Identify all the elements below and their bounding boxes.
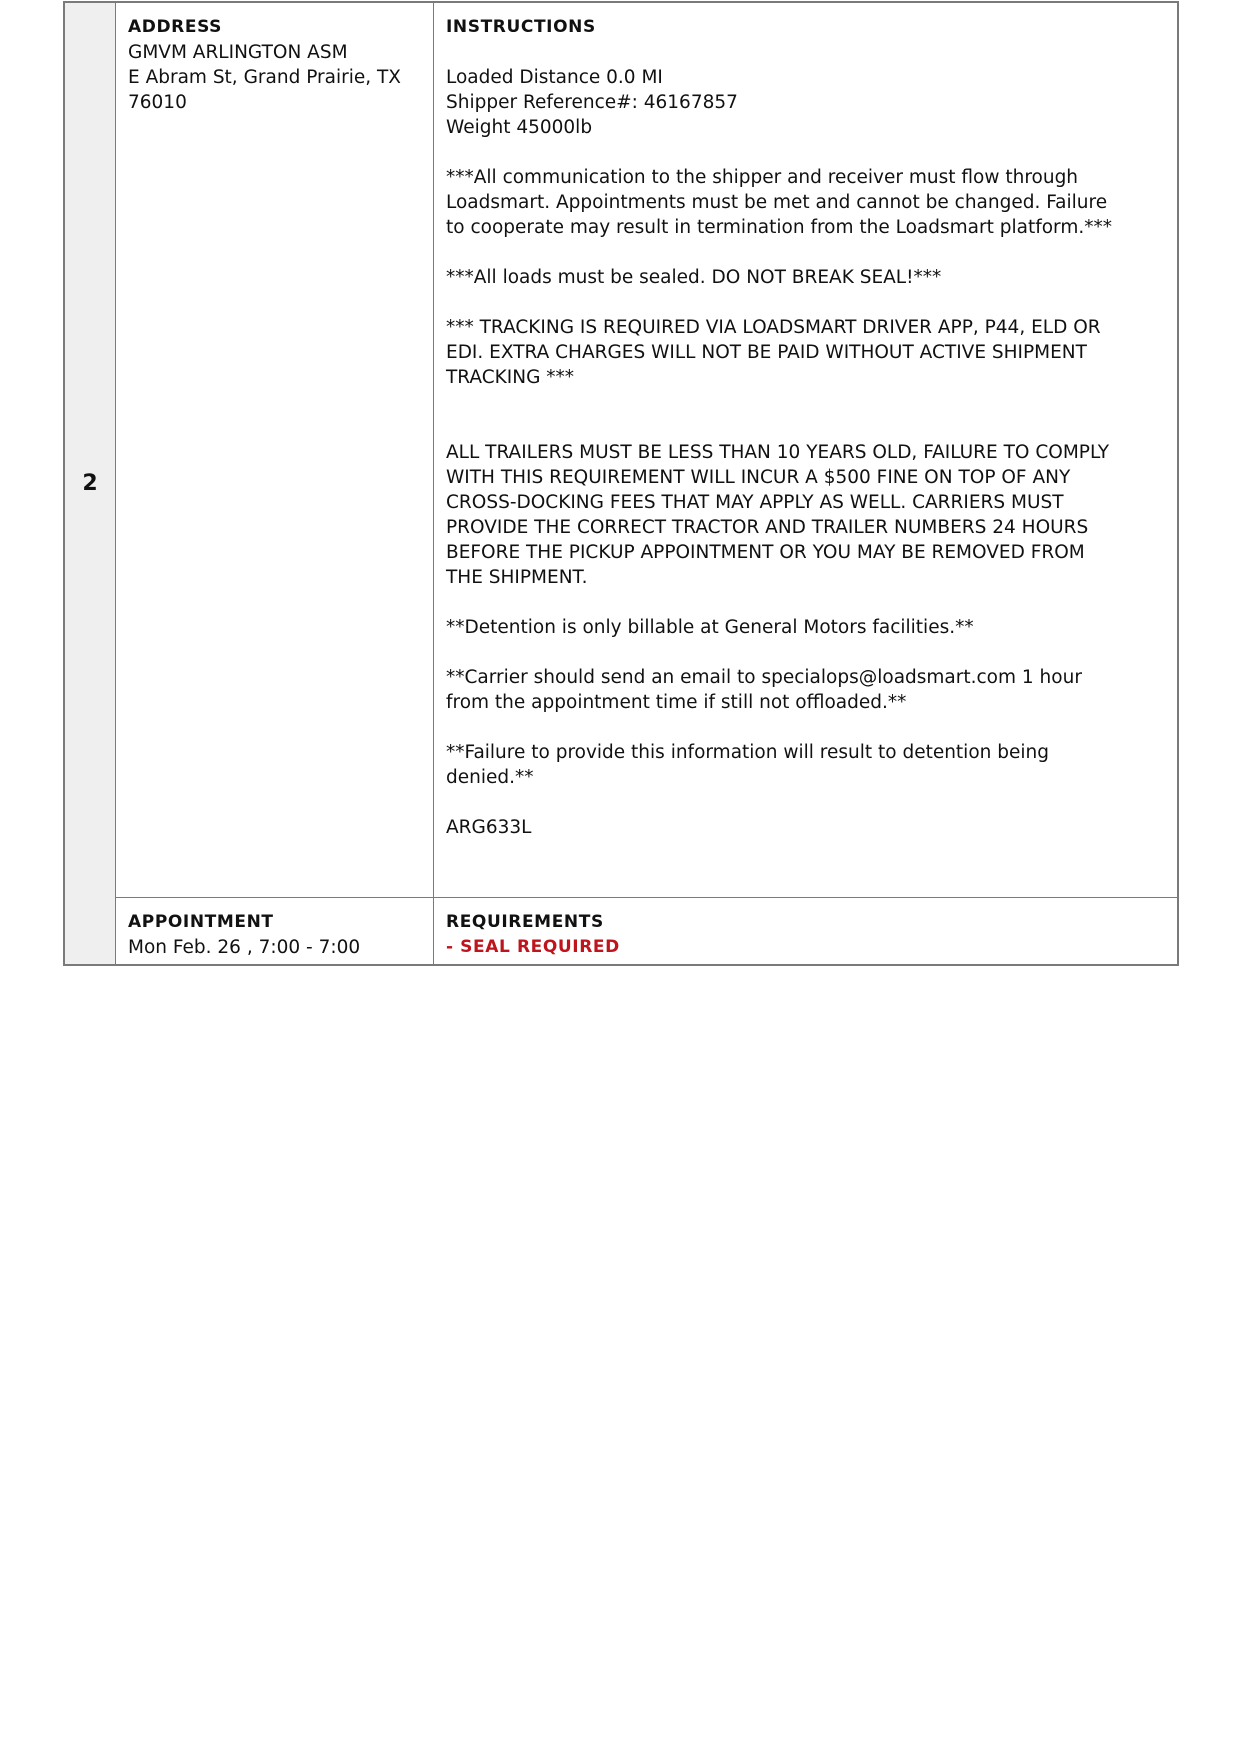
address-name: GMVM ARLINGTON ASM (128, 42, 348, 63)
appointment-value: Mon Feb. 26 , 7:00 - 7:00 (128, 937, 361, 958)
seal-notice: ***All loads must be sealed. DO NOT BREAK SEAL!*** (446, 267, 942, 288)
weight: Weight 45000lb (446, 117, 593, 138)
stop-number: 2 (65, 3, 116, 964)
address-cell (116, 3, 434, 898)
address-street-city: E Abram St, Grand Prairie, TX (128, 67, 401, 88)
requirement-item: - SEAL REQUIRED (446, 937, 620, 957)
appointment-cell (116, 898, 434, 964)
requirements-cell (434, 898, 1177, 964)
appointment-heading: APPOINTMENT (128, 912, 274, 932)
failure-notice: **Failure to provide this information will result to detention being denied.** (446, 742, 1049, 788)
email-notice: **Carrier should send an email to specialops@loadsmart.com 1 hour from the appointment time if still not offloaded.** (446, 667, 1082, 713)
address-zip: 76010 (128, 92, 187, 113)
reference-code: ARG633L (446, 817, 532, 838)
address-heading: ADDRESS (128, 17, 223, 37)
instructions-cell (434, 3, 1177, 898)
detention-notice: **Detention is only billable at General Motors facilities.** (446, 617, 974, 638)
tracking-notice: *** TRACKING IS REQUIRED VIA LOADSMART DRIVER APP, P44, ELD OR EDI. EXTRA CHARGES WILL NOT BE PAID WITHOUT ACTIVE SHIPMENT TRACKING *** (446, 317, 1101, 388)
trailer-notice: ALL TRAILERS MUST BE LESS THAN 10 YEARS OLD, FAILURE TO COMPLY WITH THIS REQUIREMENT WILL INCUR A $500 FINE ON TOP OF ANY CROSS-DOCKING FEES THAT MAY APPLY AS WELL. CARRIERS MUST PROVIDE THE CORRECT TRACTOR AND TRAILER NUMBERS 24 HOURS BEFORE THE PICKUP APPOINTMENT OR YOU MAY BE REMOVED FROM THE SHIPMENT. (446, 442, 1110, 588)
shipper-reference: Shipper Reference#: 46167857 (446, 92, 738, 113)
communication-notice: ***All communication to the shipper and receiver must flow through Loadsmart. Appointments must be met and cannot be changed. Failure to cooperate may result in termination from the Loadsmart platform.*** (446, 167, 1112, 238)
stop-table (63, 1, 1179, 966)
loaded-distance: Loaded Distance 0.0 MI (446, 67, 663, 88)
instructions-heading: INSTRUCTIONS (446, 17, 596, 37)
requirements-heading: REQUIREMENTS (446, 912, 604, 932)
